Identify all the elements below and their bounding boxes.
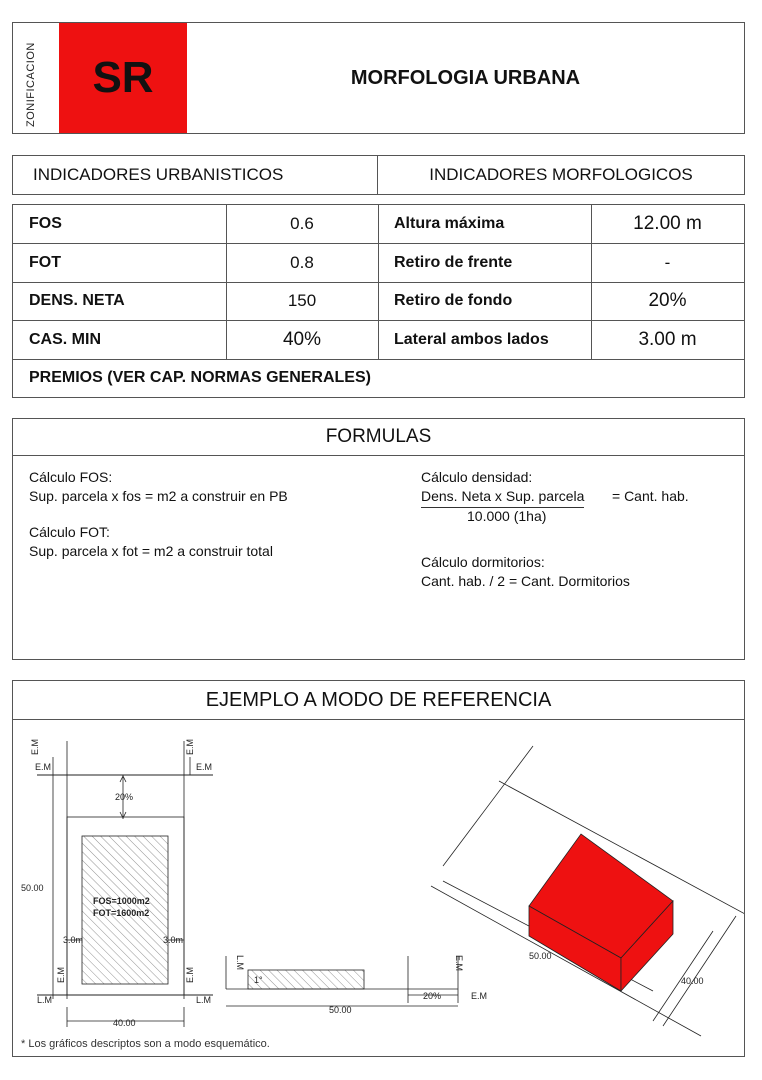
- plot-edge-line: [663, 916, 736, 1026]
- fot-formula: Sup. parcela x fot = m2 a construir total: [29, 543, 273, 559]
- em-label: E.M: [30, 738, 40, 755]
- schematic-note: * Los gráficos descriptos son a modo esquemático.: [21, 1038, 270, 1050]
- zoning-label: ZONIFICACION: [25, 42, 37, 127]
- section-depth-label: 50.00: [329, 1005, 352, 1015]
- section-setback-label: 20%: [423, 991, 442, 1001]
- table-row-label: Retiro de frente: [394, 253, 513, 271]
- table-row-label: DENS. NETA: [29, 292, 125, 309]
- rear-setback-label: 20%: [115, 792, 134, 802]
- table-row-label: Lateral ambos lados: [394, 330, 549, 348]
- density-numerator: Dens. Neta x Sup. parcela: [421, 487, 584, 508]
- em-label: E.M: [185, 966, 195, 983]
- table-row-value: 3.00 m: [638, 328, 697, 350]
- morph-indicators-heading: INDICADORES MORFOLOGICOS: [429, 165, 693, 184]
- table-row-value: 12.00 m: [633, 213, 702, 234]
- table-row-label: CAS. MIN: [29, 330, 101, 348]
- em-label: E.M: [454, 955, 464, 972]
- example-title: EJEMPLO A MODO DE REFERENCIA: [13, 681, 744, 720]
- fot-formula-title: Cálculo FOT:: [29, 524, 110, 540]
- formulas-panel: [12, 418, 745, 660]
- lm-label: L.M: [235, 955, 245, 971]
- table-row-value: 20%: [648, 290, 687, 311]
- floor-label: 1°: [254, 975, 263, 985]
- bedrooms-formula-title: Cálculo dormitorios:: [421, 554, 545, 570]
- density-result: = Cant. hab.: [612, 488, 689, 504]
- formulas-title: FORMULAS: [13, 419, 744, 456]
- table-row-value: 0.8: [290, 252, 314, 272]
- plan-view: [37, 738, 213, 1027]
- fot-label: FOT=1600m2: [93, 908, 150, 918]
- example-panel: [12, 680, 745, 1057]
- fos-label: FOS=1000m2: [93, 896, 150, 906]
- em-label: E.M: [471, 991, 488, 1001]
- width-label: 40.00: [113, 1018, 136, 1028]
- page-title: MORFOLOGIA URBANA: [350, 66, 581, 89]
- em-label: E.M: [185, 738, 195, 755]
- table-row-label: Altura máxima: [394, 215, 505, 232]
- iso-depth-label: 50.00: [529, 951, 552, 961]
- indicators-table: [12, 204, 745, 398]
- table-row-label: FOS: [29, 215, 62, 232]
- iso-width-label: 40.00: [681, 976, 704, 986]
- density-denominator: 10.000 (1ha): [467, 508, 547, 524]
- fos-formula: Sup. parcela x fos = m2 a construir en PB: [29, 488, 288, 504]
- table-row-value: -: [664, 252, 671, 272]
- side-setback-label: 3.0m: [63, 935, 84, 945]
- plot-edge-line: [443, 746, 533, 866]
- depth-label: 50.00: [21, 883, 44, 893]
- zoning-header: [12, 22, 745, 134]
- em-label: E.M: [56, 966, 66, 983]
- em-label: E.M: [196, 762, 213, 772]
- table-row-value: 150: [287, 291, 317, 310]
- table-row-value: 40%: [282, 328, 322, 350]
- lm-label: L.M: [196, 995, 212, 1005]
- table-row-label: FOT: [29, 253, 61, 271]
- urban-indicators-heading: INDICADORES URBANISTICOS: [13, 156, 378, 194]
- table-row-value: 0.6: [290, 214, 314, 233]
- premios-note: PREMIOS (VER CAP. NORMAS GENERALES): [29, 369, 371, 386]
- lm-label: L.M: [37, 995, 53, 1005]
- zone-code-badge: SR: [59, 23, 187, 133]
- table-row-label: Retiro de fondo: [394, 292, 513, 309]
- density-formula-title: Cálculo densidad:: [421, 469, 533, 485]
- example-drawing: [13, 681, 744, 1056]
- em-label: E.M: [35, 762, 52, 772]
- side-setback-label: 3.0m: [163, 935, 184, 945]
- indicators-header: [12, 155, 745, 195]
- bedrooms-formula: Cant. hab. / 2 = Cant. Dormitorios: [421, 573, 630, 589]
- fos-formula-title: Cálculo FOS:: [29, 469, 113, 485]
- zoning-label-strip: [13, 23, 60, 133]
- section-building: [248, 970, 364, 989]
